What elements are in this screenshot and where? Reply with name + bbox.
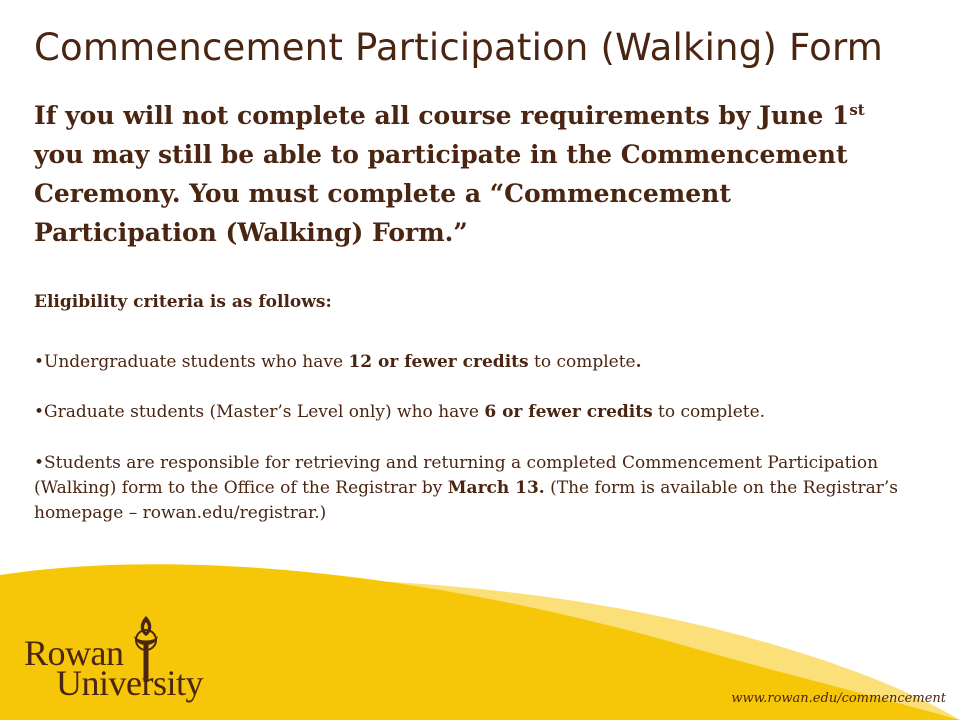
lead-paragraph xyxy=(34,96,914,252)
bullet-graduate xyxy=(34,400,934,425)
lead-superscript: st xyxy=(849,101,865,119)
logo-line-university: University xyxy=(56,663,203,703)
footer-url: www.rowan.edu/commencement xyxy=(731,691,946,706)
bullet-emphasis: 6 or fewer credits xyxy=(484,402,653,422)
bullet-text: •Undergraduate students who have xyxy=(34,352,349,372)
bullet-emphasis: 12 or fewer credits xyxy=(348,352,529,372)
bullet-text: •Graduate students (Master’s Level only) who have xyxy=(34,402,485,422)
bullet-undergraduate xyxy=(34,350,934,375)
bullet-text: •Students are responsible for retrieving and returning a completed Commencement Participation (Walking) form to the Office of the Registrar by xyxy=(34,453,879,498)
logo-line-rowan: Rowan xyxy=(24,633,124,673)
eligibility-heading: Eligibility criteria is as follows: xyxy=(34,292,332,312)
bullet-emphasis: . xyxy=(635,352,642,372)
rowan-university-logo xyxy=(16,614,216,704)
lead-text-part2: you may still be able to participate in the Commencement Ceremony. You must complete a “Commencement Participation (Walking) Form.” xyxy=(34,140,848,247)
slide-title: Commencement Participation (Walking) Form xyxy=(34,26,883,69)
bullet-text: to complete. xyxy=(652,402,766,422)
bullet-responsibility xyxy=(34,451,924,526)
bullet-text: to complete xyxy=(528,352,636,372)
bullet-text: (The form is available on the Registrar’s homepage – rowan.edu/registrar.) xyxy=(34,478,899,523)
bullet-emphasis: March 13. xyxy=(447,478,545,498)
lead-text-part1: If you will not complete all course requirements by June 1 xyxy=(34,101,850,130)
